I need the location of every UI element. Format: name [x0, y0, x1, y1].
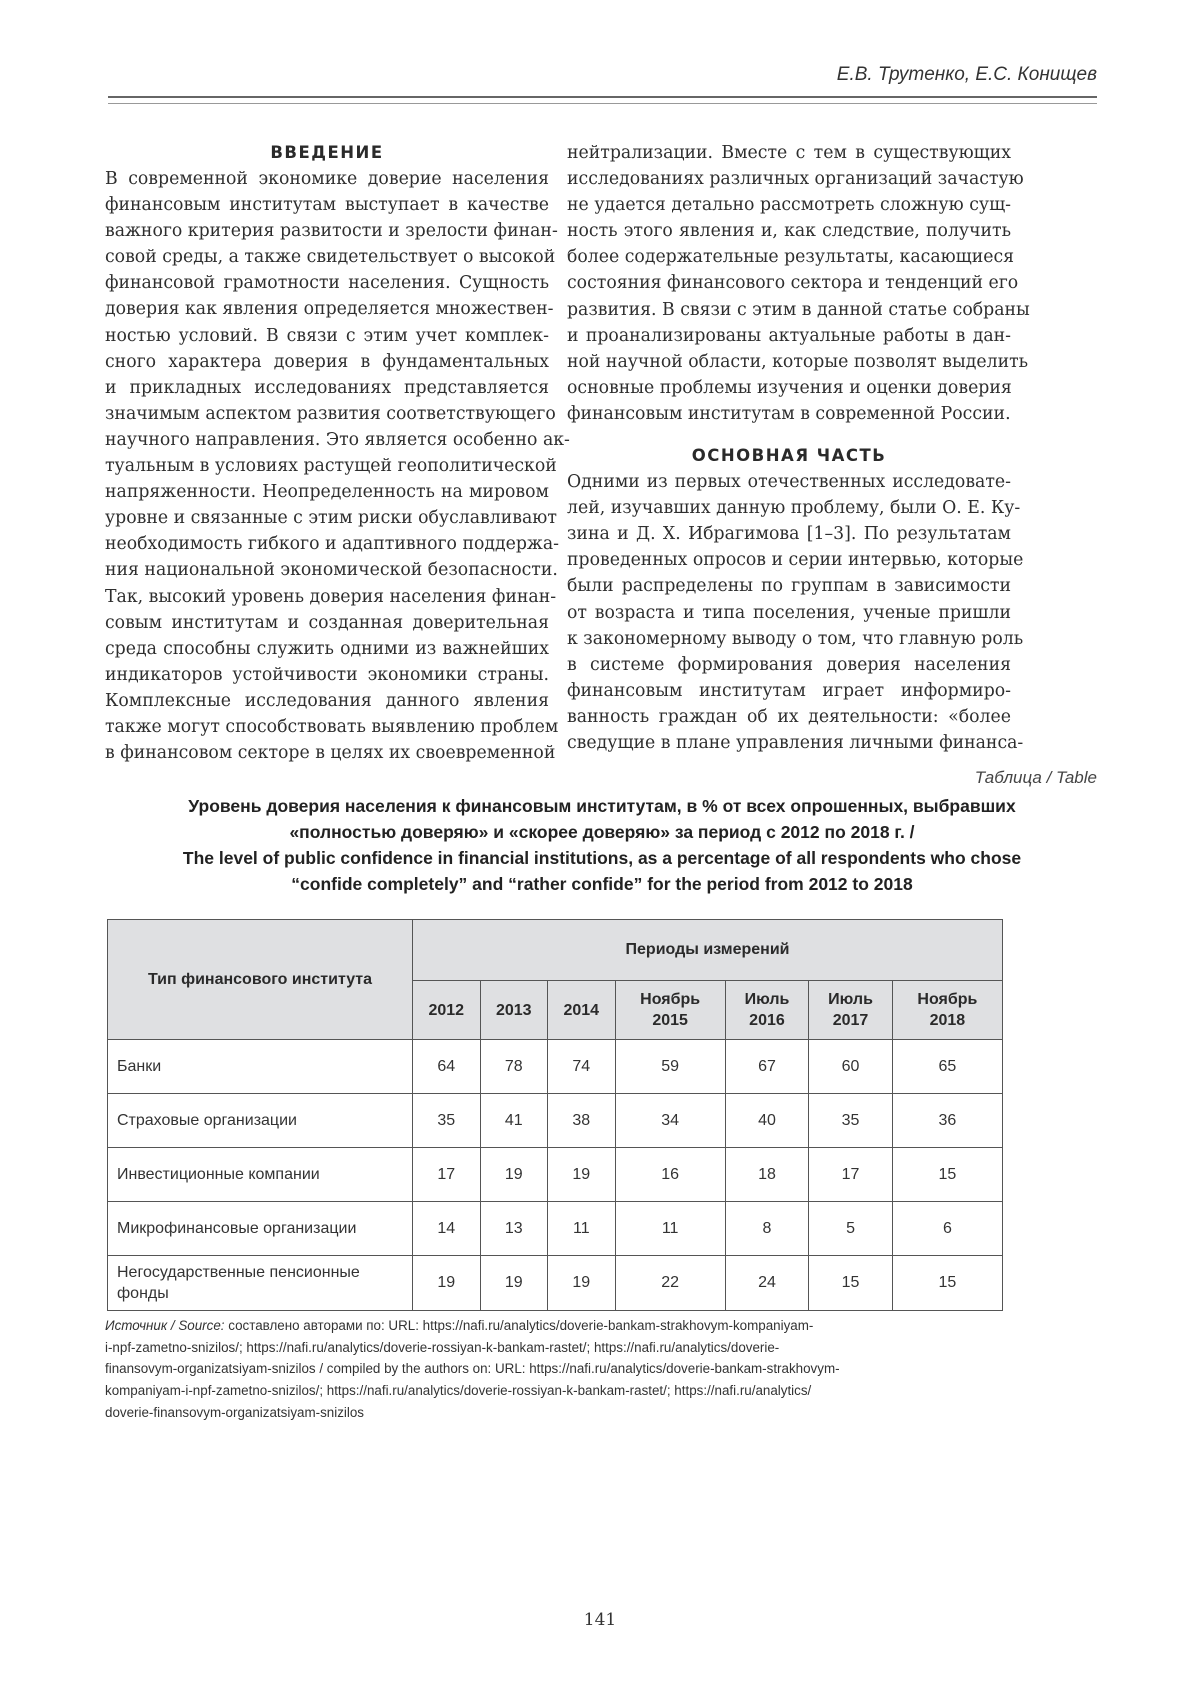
text-line: не удается детально рассмотреть сложную сущ- [567, 195, 1011, 216]
source-line: finansovym-organizatsiyam-snizilos / compiled by the authors on: URL: https://nafi.ru/analytics/doverie-bankam-strakhovym- [105, 1361, 840, 1377]
institution-name: Страховые организации [117, 1112, 297, 1129]
text-line: также могут способствовать выявлению проблем [105, 716, 559, 737]
value-cell: 41 [480, 1094, 548, 1148]
source-text: составлено авторами по: URL: https://nafi.ru/analytics/doverie-bankam-strakhovym-kompaniyam- [224, 1318, 814, 1333]
value-cell: 19 [548, 1256, 616, 1311]
value-cell: 24 [725, 1256, 809, 1311]
text-line: ной научной области, которые позволят выделить [567, 351, 1029, 372]
table-label: Таблица / Table [974, 768, 1097, 787]
value-cell: 38 [548, 1094, 616, 1148]
value-cell: 65 [892, 1040, 1002, 1094]
text-line: более содержательные результаты, касающиеся [567, 247, 1015, 268]
text-line: сного характера доверия в фундаментальных [105, 351, 549, 372]
text-line: туальным в условиях растущей геополитической [105, 456, 557, 477]
value-cell: 19 [480, 1256, 548, 1311]
text-line: значимым аспектом развития соответствующего [105, 403, 556, 424]
text-line: финансовым институтам в современной России. [567, 403, 1011, 424]
text-line: были распределены по группам в зависимости [567, 576, 1011, 597]
text-line: от возраста и типа поселения, ученые пришли [567, 602, 1011, 623]
period-header-cell [413, 981, 481, 1040]
source-label: Источник / Source: [105, 1318, 225, 1333]
text-line: нейтрализации. Вместе с тем в существующих [567, 143, 1011, 163]
text-line: финансовым институтам выступает в качестве [105, 195, 549, 216]
period-header-cell [809, 981, 893, 1040]
source-line [105, 1315, 985, 1337]
value-cell: 19 [480, 1148, 548, 1202]
table-row [108, 1256, 1003, 1311]
value-cell: 78 [480, 1040, 548, 1094]
value-cell: 40 [725, 1094, 809, 1148]
value-cell: 11 [548, 1202, 616, 1256]
section-title-introduction: ВВЕДЕНИЕ [270, 143, 384, 162]
source-line: doverie-finansovym-organizatsiyam-snizilos [105, 1404, 364, 1420]
period-header-cell [725, 981, 809, 1040]
period-label-line2: 2017 [832, 1012, 869, 1029]
text-line: научного направления. Это является особенно ак- [105, 429, 570, 450]
value-cell: 18 [725, 1148, 809, 1202]
text-line: проведенных опросов и серии интервью, которые [567, 550, 1024, 571]
text-line: Комплексные исследования данного явления [105, 690, 549, 711]
caption-line: «полностью доверяю» и «скорее доверяю» за период с 2012 по 2018 г. / [289, 822, 915, 842]
value-cell: 15 [892, 1148, 1002, 1202]
institution-name: Банки [117, 1058, 162, 1075]
text-line: уровне и связанные с этим риски обуславливают [105, 508, 557, 529]
period-label-line1: Июль [828, 991, 873, 1008]
text-line: и проанализированы актуальные работы в дан- [567, 325, 1011, 346]
header-periods: Периоды измерений [413, 920, 1003, 981]
trust-table [107, 919, 1003, 1311]
value-cell: 8 [725, 1202, 809, 1256]
text-line: среда способны служить одними из важнейших [105, 638, 549, 659]
value-cell: 6 [892, 1202, 1002, 1256]
text-line: Так, высокий уровень доверия населения финан- [105, 586, 557, 607]
value-cell: 64 [413, 1040, 481, 1094]
table-row [108, 1094, 1003, 1148]
period-label-line1: 2014 [563, 1001, 600, 1019]
text-line: ванность граждан об их деятельности: «более [567, 706, 1011, 727]
period-label-line1: Ноябрь [640, 991, 701, 1008]
institution-name-cell [108, 1148, 413, 1202]
value-cell: 16 [615, 1148, 725, 1202]
right-column-text-before [567, 140, 1030, 427]
period-label-line2: 2016 [749, 1012, 785, 1029]
table-caption [105, 793, 1099, 897]
value-cell: 60 [809, 1040, 893, 1094]
text-line: ния национальной экономической безопасности. [105, 560, 558, 581]
right-column [567, 140, 1030, 756]
period-header-cell [615, 981, 725, 1040]
text-line: совой среды, а также свидетельствует о высокой [105, 247, 556, 268]
text-line: важного критерия развитости и зрелости финан- [105, 221, 558, 242]
institution-name-continued: фонды [117, 1285, 169, 1302]
period-header-cell [892, 981, 1002, 1040]
period-label-line2: 2018 [929, 1012, 966, 1029]
right-column-text-after [567, 469, 1024, 756]
institution-name-cell [108, 1202, 413, 1256]
value-cell: 35 [413, 1094, 481, 1148]
left-column [105, 140, 570, 766]
table-row [108, 1202, 1003, 1256]
value-cell: 14 [413, 1202, 481, 1256]
source-line: i-npf-zametno-snizilos/; https://nafi.ru/analytics/doverie-rossiyan-k-bankam-rastet/; https://nafi.ru/analytics/doverie- [105, 1339, 780, 1355]
value-cell: 36 [892, 1094, 1002, 1148]
value-cell: 74 [548, 1040, 616, 1094]
text-line: сведущие в плане управления личными финанса- [567, 732, 1024, 753]
period-label-line2: 2015 [652, 1012, 688, 1029]
value-cell: 17 [413, 1148, 481, 1202]
table-body [108, 1040, 1003, 1311]
header-divider [108, 96, 1097, 104]
table-row [108, 1040, 1003, 1094]
institution-name-cell [108, 1094, 413, 1148]
text-line: в финансовом секторе в целях их своевременной [105, 743, 556, 764]
value-cell: 5 [809, 1202, 893, 1256]
text-line: совым институтам и созданная доверительная [105, 612, 549, 633]
page-number: 141 [583, 1610, 617, 1630]
period-header-cell [480, 981, 548, 1040]
value-cell: 15 [809, 1256, 893, 1311]
caption-line: “confide completely” and “rather confide” for the period from 2012 to 2018 [291, 874, 913, 894]
text-line: ность этого явления и, как следствие, получить [567, 221, 1011, 242]
text-line: напряженности. Неопределенность на мировом [105, 482, 549, 503]
text-line: и прикладных исследованиях представляется [105, 377, 549, 398]
text-line: к закономерному выводу о том, что главную роль [567, 628, 1024, 649]
text-line: развития. В связи с этим в данной статье собраны [567, 299, 1030, 320]
period-header-cell [548, 981, 616, 1040]
section-spacer [567, 427, 1011, 443]
text-line: финансовой грамотности населения. Сущность [105, 273, 549, 294]
text-line: основные проблемы изучения и оценки доверия [567, 377, 1012, 398]
period-label-line1: 2012 [428, 1001, 465, 1019]
value-cell: 19 [548, 1148, 616, 1202]
running-header-authors: Е.В. Трутенко, Е.С. Конищев [836, 64, 1097, 85]
caption-line: Уровень доверия населения к финансовым институтам, в % от всех опрошенных, выбравших [188, 796, 1016, 816]
institution-name-cell [108, 1256, 413, 1311]
value-cell: 17 [809, 1148, 893, 1202]
value-cell: 35 [809, 1094, 893, 1148]
text-line: финансовым институтам играет информиро- [567, 680, 1011, 701]
value-cell: 15 [892, 1256, 1002, 1311]
institution-name-cell [108, 1040, 413, 1094]
value-cell: 34 [615, 1094, 725, 1148]
period-label-line1: Ноябрь [917, 991, 978, 1008]
table-source-note [105, 1315, 985, 1424]
institution-name: Инвестиционные компании [117, 1166, 320, 1183]
text-line: необходимость гибкого и адаптивного поддержа- [105, 534, 559, 555]
institution-name: Микрофинансовые организации [117, 1220, 357, 1237]
table-row [108, 1148, 1003, 1202]
period-label-line1: 2013 [495, 1001, 532, 1019]
text-line: индикаторов устойчивости экономики страны. [105, 664, 549, 685]
source-line: kompaniyam-i-npf-zametno-snizilos/; https://nafi.ru/analytics/doverie-rossiyan-k-bankam-rastet/; https://nafi.ru/analytics/ [105, 1383, 812, 1399]
value-cell: 13 [480, 1202, 548, 1256]
text-line: В современной экономике доверие населения [105, 169, 549, 189]
text-line: исследованиях различных организаций зачастую [567, 169, 1024, 190]
text-line: доверия как явления определяется множествен- [105, 299, 554, 320]
value-cell: 19 [413, 1256, 481, 1311]
text-line: Одними из первых отечественных исследовате- [567, 472, 1011, 493]
value-cell: 22 [615, 1256, 725, 1311]
left-column-text [105, 166, 570, 766]
value-cell: 59 [615, 1040, 725, 1094]
caption-line: The level of public confidence in financial institutions, as a percentage of all respondents who chose [182, 848, 1022, 868]
header-institution-type: Тип финансового института [108, 920, 413, 1040]
period-label-line1: Июль [744, 991, 790, 1008]
text-line: лей, изучавших данную проблему, были О. Е. Ку- [567, 498, 1021, 519]
text-line: ностью условий. В связи с этим учет комплек- [105, 325, 549, 346]
section-title-main-part: ОСНОВНАЯ ЧАСТЬ [691, 446, 887, 466]
text-line: состояния финансового сектора и тенденций его [567, 273, 1019, 294]
value-cell: 67 [725, 1040, 809, 1094]
text-line: в системе формирования доверия населения [567, 654, 1011, 675]
institution-name: Негосударственные пенсионные [117, 1264, 360, 1281]
text-line: зина и Д. Х. Ибрагимова [1–3]. По результатам [567, 524, 1011, 545]
value-cell: 11 [615, 1202, 725, 1256]
